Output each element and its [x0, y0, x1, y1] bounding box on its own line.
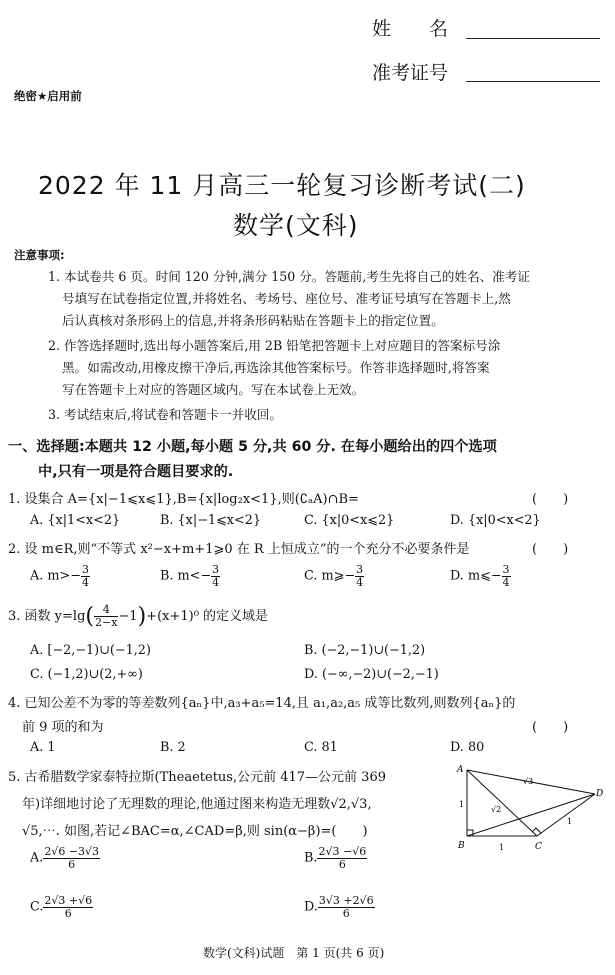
- length-ac: √2: [491, 805, 502, 814]
- notice-heading: 注意事项:: [14, 248, 65, 262]
- confidential-mark: 绝密★启用前: [14, 89, 82, 103]
- question-3-stem: 3. 函数 y=lg( $\frac{4}{2-x}$ −1)+(x+1)⁰ 的定义域是: [8, 603, 269, 629]
- answer-paren: ( ): [532, 720, 569, 735]
- notice-line: 后认真核对条形码上的信息,并将条形码粘贴在答题卡上的指定位置。: [62, 313, 444, 328]
- notice-line: 2. 作答选择题时,选出每小题答案后,用 2B 铅笔把答题卡上对应题目的答案标号涂: [48, 338, 501, 353]
- answer-paren: ( ): [532, 492, 569, 507]
- question-1-stem: 1. 设集合 A={x|−1⩽x⩽1},B={x|log₂x<1},则(∁ₐA)∩B=: [8, 492, 359, 507]
- q2-option-d: D. m⩽− $\frac{3}{4}$: [450, 563, 510, 589]
- notice-line: 号填写在试卷指定位置,并将姓名、考场号、座位号、准考证号填写在答题卡上,然: [62, 291, 511, 306]
- q2-option-a: A. m>− $\frac{3}{4}$: [30, 563, 89, 589]
- exam-id-field-line: [466, 81, 600, 82]
- exam-title: 2022 年 11 月高三一轮复习诊断考试(二): [38, 171, 526, 200]
- q5-option-d: D. $\frac{3√3 +2√6}{6}$: [304, 894, 374, 920]
- section-heading: 一、选择题:本题共 12 小题,每小题 5 分,共 60 分. 在每小题给出的四个选项: [8, 439, 497, 455]
- notice-line: 黑。如需改动,用橡皮擦干净后,再选涂其他答案标号。作答非选择题时,将答案: [62, 360, 490, 375]
- notice-line: 3. 考试结束后,将试卷和答题卡一并收回。: [48, 407, 283, 422]
- question-5-stem-cont2: √5,⋯. 如图,若记∠BAC=α,∠CAD=β,则 sin(α−β)=( ): [22, 824, 368, 839]
- q4-option-a: A. 1: [30, 740, 56, 755]
- q5-option-a: A. $\frac{2√6 -3√3}{6}$: [30, 845, 100, 871]
- q1-option-d: D. {x|0<x<2}: [450, 513, 541, 528]
- q4-option-c: C. 81: [304, 740, 338, 755]
- q5-option-c: C. $\frac{2√3 +√6}{6}$: [30, 894, 93, 920]
- notice-line: 写在答题卡上对应的答题区域内。写在本试卷上无效。: [62, 382, 365, 397]
- q3-option-a: A. [−2,−1)∪(−1,2): [30, 643, 151, 658]
- length-cd: 1: [567, 817, 573, 826]
- page-footer: 数学(文科)试题 第 1 页(共 6 页): [203, 946, 385, 960]
- section-heading-cont: 中,只有一项是符合题目要求的.: [38, 464, 234, 480]
- question-5-stem: 5. 古希腊数学家泰特拉斯(Theaetetus,公元前 417—公元前 369: [8, 770, 386, 785]
- label-d: D: [596, 789, 604, 799]
- name-label: 姓 名: [372, 18, 449, 40]
- q3-option-b: B. (−2,−1)∪(−1,2): [304, 643, 426, 658]
- edge-cd: [537, 794, 595, 836]
- name-field-line: [466, 38, 600, 39]
- q2-option-c: C. m⩾− $\frac{3}{4}$: [304, 563, 364, 589]
- question-4-stem: 4. 已知公差不为零的等差数列{aₙ}中,a₃+a₅=14,且 a₁,a₂,a₅ 成等比数列,则数列{aₙ}的: [8, 696, 516, 711]
- q5-geometry-figure: [455, 762, 605, 854]
- q1-option-a: A. {x|1<x<2}: [30, 513, 121, 528]
- answer-paren: ( ): [532, 542, 569, 557]
- exam-id-label: 准考证号: [372, 62, 449, 84]
- label-b: B: [458, 841, 465, 851]
- label-c: C: [535, 842, 542, 852]
- question-5-stem-cont: 年)详细地讨论了无理数的理论,他通过图来构造无理数√2,√3,: [22, 797, 372, 812]
- q4-option-b: B. 2: [160, 740, 186, 755]
- length-bc: 1: [499, 843, 505, 852]
- q3-option-d: D. (−∞,−2)∪(−2,−1): [304, 667, 439, 682]
- q2-option-b: B. m<− $\frac{3}{4}$: [160, 563, 220, 589]
- length-ad: √3: [523, 777, 534, 786]
- q3-option-c: C. (−1,2)∪(2,+∞): [30, 667, 143, 682]
- q4-option-d: D. 80: [450, 740, 485, 755]
- length-ab: 1: [459, 800, 465, 809]
- exam-subject: 数学(文科): [233, 211, 359, 240]
- q1-option-c: C. {x|0<x⩽2}: [304, 513, 395, 528]
- label-a: A: [457, 765, 464, 775]
- notice-line: 1. 本试卷共 6 页。时间 120 分钟,满分 150 分。答题前,考生先将自己的姓名、准考证: [48, 269, 530, 284]
- question-2-stem: 2. 设 m∈R,则“不等式 x²−x+m+1⩾0 在 R 上恒成立”的一个充分不必要条件是: [8, 542, 470, 557]
- q1-option-b: B. {x|−1⩽x<2}: [160, 513, 262, 528]
- question-4-stem-cont: 前 9 项的和为: [22, 720, 104, 735]
- q5-option-b: B. $\frac{2√3 -√6}{6}$: [304, 845, 367, 871]
